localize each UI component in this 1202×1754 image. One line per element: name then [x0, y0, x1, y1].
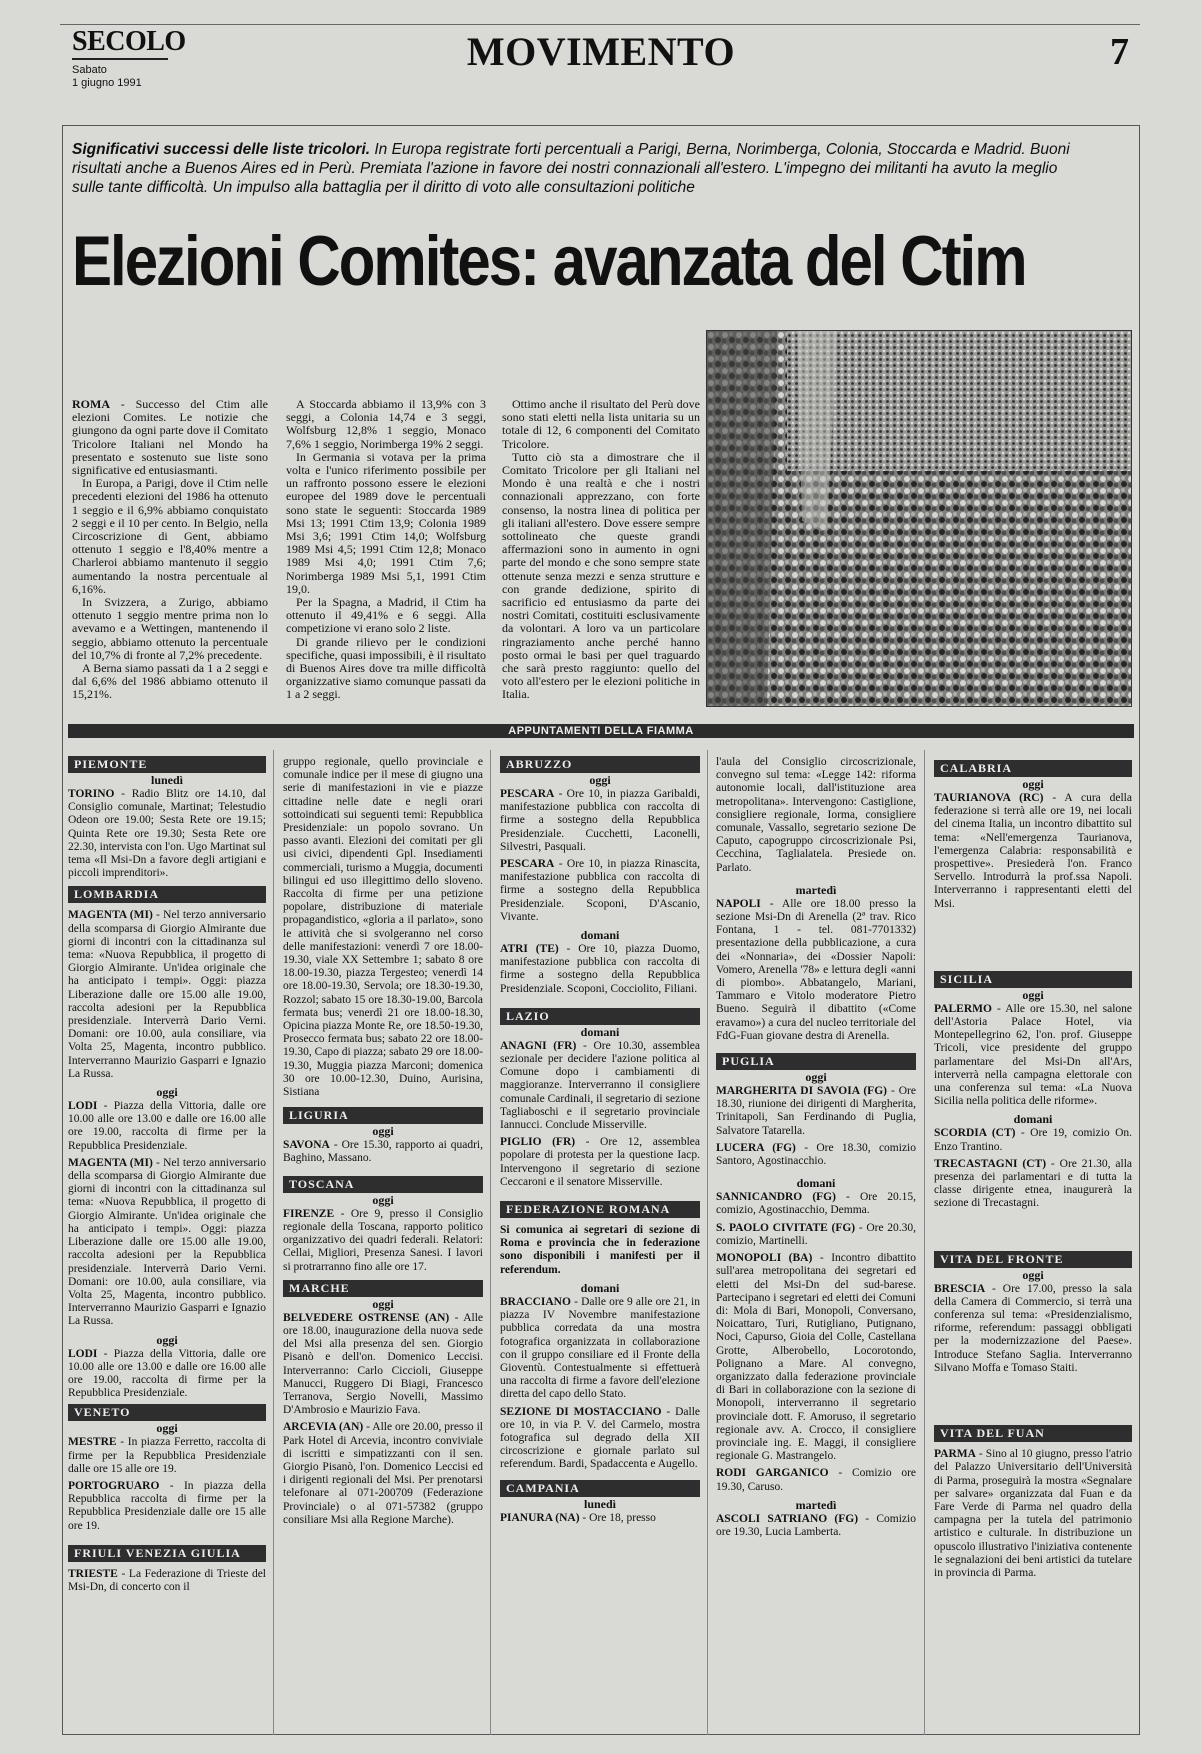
appointments-band: APPUNTAMENTI DELLA FIAMMA: [68, 724, 1134, 738]
region-header-puglia: PUGLIA: [716, 1053, 916, 1070]
day-label: lunedì: [583, 1496, 616, 1511]
events-column-4: [716, 756, 916, 1543]
region-header-toscana: TOSCANA: [283, 1176, 483, 1193]
article-paragraph: In Germania si votava per la prima volta e l'unico riferimento possibile per un raffronto possono essere le elezioni europee del 1989 dove le percentuali sono state le seguenti: Stoccarda 1989 Msi 13; 1991 Ctim 13,9; Colonia 1989 Msi 3,6; 1991 Ctim 14,0; Wolfsburg 1989 Msi 4,5; 1991 Ctim 12,8; Monaco 1989 Msi 4,0; 1991 Ctim 7,6; Norimberga 1989 Msi 5,1, 1991 Ctim 19,0.: [286, 449, 486, 596]
column-divider: [490, 750, 491, 1735]
event-item: MAGENTA (MI) - Nel terzo anniversario della scomparsa di Giorgio Almirante due giorni di incontri con la cittadinanza sul tema: «Nuova Repubblica, il progetto di Giorgio Almirante. Un'idea originale che ha anticipato i tempi». Oggi: piazza Liberazione dalle ore 15.00 alle 19.00, raccolta adesioni per la Repubblica presidenziale. Interverrà Dario Verni. Domani: ore 10.00, aula consiliare, via Volta 25, Magenta, incontro pubblico. Interverranno Maurizio Gasparri e Ignazio La Russa.: [68, 1156, 266, 1328]
event-item: ARCEVIA (AN) - Alle ore 20.00, presso il Park Hotel di Arcevia, incontro conviviale di iscritti e simpatizzanti con il sen. Giorgio Pisanò, l'on. Domenico Leccisi ed i dirigenti regionali del Msi. Per prenotarsi telefonare al 071-200709 (Federazione Provinciale) o al 071-57382 (gruppo consiliare Msi alla Regione Marche).: [283, 1421, 483, 1526]
region-header-lombardia: LOMBARDIA: [68, 886, 266, 903]
event-item: FIRENZE - Ore 9, presso il Consiglio regionale della Toscana, rapporto politico organizzativo dei quadri federali. Relatori: Cellai, Migliori, Presenza Sanesi. I lavori si protrarranno fino alle ore 17.: [283, 1207, 483, 1273]
event-item: ANAGNI (FR) - Ore 10.30, assemblea sezionale per decidere l'azione politica al Comune dopo i cambiamenti di maggioranze. Interverranno il consigliere comunale Cardinali, il segretario di sezione Tagliaboschi e il segretario provinciale Iannucci. Conclude Misserville.: [500, 1039, 700, 1132]
notice-text: Si comunica ai segretari di sezione di Roma e provincia che in federazione sono disponibili i manifesti per il referendum.: [500, 1224, 700, 1276]
event-item: ASCOLI SATRIANO (FG) - Comizio ore 19.30, Lucia Lamberta.: [716, 1512, 916, 1538]
event-item: TORINO - Radio Blitz ore 14.10, dal Consiglio comunale, Martinat; Telestudio Odeon ore 19.00; Sesta Rete ore 19.15; Quinta Rete ore 19.30; Sesta Rete ore 22.30, intervista con l'on. Ugo Martinat sul tema «Il Msi-Dn a favore degli artigiani e piccoli imprenditori».: [68, 788, 266, 880]
day-label: lunedì: [150, 773, 183, 787]
event-item: ATRI (TE) - Ore 10, piazza Duomo, manifestazione pubblica con raccolta di firme a sostegno della Repubblica Presidenziale. Scoponi, Cocciolito, Filiani.: [500, 943, 701, 995]
top-rule: [60, 24, 1140, 25]
events-column-3: [500, 756, 700, 1529]
event-item: PIANURA (NA) - Ore 18, presso: [500, 1511, 656, 1524]
day-label: martedì: [795, 882, 837, 897]
column-divider: [924, 750, 925, 1735]
day-label: domani: [1013, 1112, 1053, 1127]
event-item: MESTRE - In piazza Ferretto, raccolta di firme per la Repubblica Presidenziale dalle ore 15 alle ore 19.: [68, 1436, 266, 1475]
event-item: PESCARA - Ore 10, in piazza Rinascita, manifestazione pubblica con raccolta di firme a sostegno della Repubblica Presidenziale. Scoponi, D'Ascanio, Vivante.: [500, 858, 700, 923]
day-label: oggi: [1022, 987, 1044, 1002]
event-item: BRACCIANO - Dalle ore 9 alle ore 21, in piazza IV Novembre manifestazione pubblica corredata da una mostra fotografica organizzata in collaborazione con il gruppo consiliare ed il Fronte della Gioventù. Contestualmente si effettuerà una raccolta di firme a favore dell'elezione diretta del capo dello Stato.: [500, 1295, 700, 1401]
lead-text: In Europa registrate forti percentuali a Parigi, Berna, Norimberga, Colonia, Stoccarda e Madrid. Buoni risultati anche a Buenos Aires ed in Perù. Premiata l'azione in favore dei nostri connazionali all'estero. L'impegno dei militanti ha avuto la meglio sulle tante difficoltà. Un impulso alla battaglia per il diritto di voto alle consultazioni politiche: [72, 141, 1070, 196]
masthead-logo: SECOLO: [72, 26, 186, 57]
event-item: MARGHERITA DI SAVOIA (FG) - Ore 18.30, riunione dei dirigenti di Margherita, Trinitapoli, San Ferdinando di Puglia, Salvatore Tatarella.: [716, 1085, 916, 1137]
event-item: TRECASTAGNI (CT) - Ore 21.30, alla presenza dei parlamentari e di tutta la classe dirigente etnea, inaugurerà la sezione di Trecastagni.: [934, 1157, 1132, 1210]
section-title: MOVIMENTO: [466, 29, 736, 74]
event-item: SANNICANDRO (FG) - Ore 20.15, comizio, Agostinacchio, Demma.: [716, 1191, 916, 1217]
event-item: MAGENTA (MI) - Nel terzo anniversario della scomparsa di Giorgio Almirante due giorni di incontri con la cittadinanza sul tema: «Nuova Repubblica, il progetto di Giorgio Almirante. Un'idea originale che ha anticipato i tempi». Oggi: piazza Liberazione dalle ore 15.00 alle 19.00, raccolta adesioni per la Repubblica presidenziale. Interverrà Dario Verni. Domani: ore 10.00, aula consiliare, via Volta 25, Magenta, incontro pubblico. Interverranno Maurizio Gasparri e Ignazio La Russa.: [68, 909, 266, 1080]
day-label: oggi: [1022, 1267, 1044, 1282]
article-paragraph: Ottimo anche il risultato del Perù dove sono stati eletti nella lista unitaria su un totale di 12, 6 componenti del Comitato Tricolore.: [502, 397, 700, 451]
event-item: TAURIANOVA (RC) - A cura della federazione si terrà alle ore 19, nei locali del cinema Italia, un incontro dibattito sul tema: «Nell'emergenza Taurianova, l'emergenza Calabria: responsabilità e prospettive». Presiederà l'on. Franco Servello. Introdurrà la prof.ssa Napoli. Interverranno i rappresentanti eletti del Msi.: [934, 792, 1132, 910]
article-paragraph: In Europa, a Parigi, dove il Ctim nelle precedenti elezioni del 1986 ha ottenuto 1 seggio e il 6,9% abbiamo conquistato 2 seggi e il 10 per cento. In Belgio, nella Circoscrizione di Gent, abbiamo ottenuto 1 seggio e l'8,40% mentre a Charleroi abbiamo mantenuto il seggio aumentando la nostra percentuale al 6,16%.: [72, 476, 268, 596]
region-header-friuli: FRIULI VENEZIA GIULIA: [68, 1545, 266, 1562]
event-item: PESCARA - Ore 10, in piazza Garibaldi, manifestazione pubblica con raccolta di firme a sostegno della Repubblica Presidenziale. Cucchetti, Laconelli, Silvestri, Pasquali.: [500, 788, 700, 853]
event-item: SAVONA - Ore 15.30, rapporto ai quadri, Baghino, Massano.: [283, 1139, 483, 1165]
day-label: oggi: [1022, 777, 1044, 791]
article-column-2: [286, 398, 486, 702]
event-item: SCORDIA (CT) - Ore 19, comizio On. Enzo Trantino.: [934, 1127, 1132, 1153]
event-item: gruppo regionale, quello provinciale e comunale indice per il mese di giugno una serie di manifestazioni in vie e piazze cittadine nelle date e negli orari sottoindicati sui seguenti temi: Repubblica Presidenziale: un popolo sovrano. Un passo avanti. Elezioni dei comitati per gli usi civici, dipendenti Gpl. Insediamenti commerciali, turismo a Muggia, documenti bilingui ed uso illegittimo dello sloveno. Raccolta di firme per una petizione popolare, distribuzione di materiale propagandistico, «gloria a il parlato», sono le attività che si svolgeranno nel corso delle manifestazioni: venerdì 7 ore 18.00-19.30, viale XX Settembre 1; sabato 8 ore 18.00-19.30, piazza Tergesteo; venerdì 14 ore 18.00-19.30, Servola; ore 18.30-19.30, Rozzol; sabato 15 ore 18.30-19.00, Barcola fermata bus; venerdì 21 ore 18.00-18.30, Opicina piazza Monte Re, ore 18.50-19.30, Prosecco fermata bus; sabato 22 ore 18.00-19.30, Capo di piazza; sabato 29 ore 18.00-19.30, Muggia piazza Marconi; domenica 30 ore 10.00-12.30, Duino, Aurisina, Sistiana: [283, 756, 483, 1099]
article-paragraph: Tutto ciò sta a dimostrare che il Comitato Tricolore per gli Italiani nel Mondo è una realtà e che i nostri connazionali apprezzano, con forte consenso, la nostra linea di politica per gli italiani all'estero. Dove essere sempre sottolineato che queste grandi affermazioni sono in aumento in ogni parte del mondo e che sono sempre state ottenute senza mezzi e senza strutture e con grande dedizione, spirito di sacrificio ed entusiasmo da parte dei nostri Comitati, costituiti esclusivamente da volontari. A loro va un particolare ringraziamento anche perché hanno posto ormai le basi per quel traguardo che sarà presto raggiunto: quello del voto all'estero per le elezioni politiche in Italia.: [502, 449, 700, 702]
day-label: oggi: [156, 1421, 178, 1436]
region-header-veneto: VENETO: [68, 1404, 266, 1421]
article-paragraph: In Svizzera, a Zurigo, abbiamo ottenuto 1 seggio mentre prima non lo avevamo e a Wettingen, mantenendo il seggio, abbiamo ottenuto la percentuale del 10,7% di fronte al 7,2% precedente.: [72, 595, 268, 662]
day-label: domani: [580, 1280, 620, 1295]
region-header-liguria: LIGURIA: [283, 1107, 483, 1124]
region-header-sicilia: SICILIA: [934, 971, 1132, 988]
article-paragraph: ROMA - Successo del Ctim alle elezioni Comites. Le notizie che giungono da ogni parte dove il Comitato Tricolore Italiani nel Mondo ha presentato e sostenuto sue liste sono significative ed entusiasmanti.: [72, 397, 268, 478]
event-item: PORTOGRUARO - In piazza della Repubblica raccolta di firme per la Repubblica Presidenziale dalle ore 15 alle ore 19.: [68, 1479, 266, 1532]
day-label: oggi: [156, 1085, 178, 1100]
article-column-3: [502, 398, 700, 702]
region-header-vita-del-fronte: VITA DEL FRONTE: [934, 1251, 1132, 1268]
event-item: TRIESTE - La Federazione di Trieste del Msi-Dn, di concerto con il: [68, 1567, 266, 1593]
event-item: PARMA - Sino al 10 giugno, presso l'atrio del Palazzo Universitario dell'Università di Parma, proseguirà la mostra «Segnalare per salvare» organizzata dal Fuan e da Fare Verde di Parma nel quadro della campagna per la tutela del patrimonio artistico e culturale. In distribuzione un opuscolo illustrativo l'iniziativa contenente le segnalazioni dei beni artistici da tutelare in provincia di Parma.: [934, 1448, 1132, 1579]
event-item: BELVEDERE OSTRENSE (AN) - Alle ore 18.00, inaugurazione della nuova sede del Msi alla presenza del sen. Giorgio Pisanò e dell'on. Domenico Leccisi. Interverranno: Carlo Ciccioli, Giuseppe Manucci, Ruggero Di Biagi, Francesco Terranova, Sergio Novelli, Massimo D'Ambrosio e Maurizio Fava.: [283, 1311, 484, 1417]
event-item: l'aula del Consiglio circoscrizionale, convegno sul tema: «Legge 142: riforma autonomie locali, dall'istituzione area metropolitana». Intervengono: Castiglione, consigliere regionale, Iorma, consigliere comunale, Vassallo, segretario sezione De Caputo, capogruppo circoscrizionale Psi, Cecchina, Taglialatela. Presiede on. Parlato.: [716, 756, 916, 874]
column-divider: [273, 750, 274, 1735]
day-label: oggi: [372, 1124, 394, 1139]
crowd-photo: [706, 330, 1132, 707]
day-label: oggi: [805, 1070, 827, 1085]
column-divider: [707, 750, 708, 1735]
day-label: oggi: [156, 1332, 178, 1347]
day-label: domani: [796, 1176, 836, 1191]
article-column-1: [72, 398, 268, 702]
page-number: 7: [1110, 31, 1129, 73]
day-label: domani: [580, 1024, 620, 1039]
event-item: BRESCIA - Ore 17.00, presso la sala della Camera di Commercio, si terrà una conferenza sul tema: «Presidenzialismo, riforme, referendum: passaggi obbligati per la modernizzazione del Paese». Introduce Stefano Saglia. Interverranno Silvano Moffa e Tomaso Staiti.: [934, 1282, 1132, 1374]
article-lead: [72, 140, 1072, 197]
events-column-5: [934, 760, 1132, 1584]
day-label: oggi: [589, 773, 611, 787]
event-item: S. PAOLO CIVITATE (FG) - Ore 20.30, comizio, Martinelli.: [716, 1221, 916, 1247]
event-item: SEZIONE DI MOSTACCIANO - Dalle ore 10, in via P. V. del Carmelo, mostra fotografica sul degrado della XII circoscrizione e giornale parlato sul referendum. Bardi, Spadaccenta e Augello.: [500, 1405, 701, 1471]
events-column-1: [68, 756, 266, 1598]
region-header-campania: CAMPANIA: [500, 1480, 700, 1497]
article-paragraph: A Berna siamo passati da 1 a 2 seggi e dal 6,6% del 1986 abbiamo ottenuto il 15,21%.: [72, 661, 268, 702]
article-paragraph: A Stoccarda abbiamo il 13,9% con 3 seggi, a Colonia 14,74 e 3 seggi, Wolfsburg 12,8% 1 seggio, Monaco 7,6% 1 seggio, Norimberga 19% 2 seggi.: [286, 397, 486, 451]
day-label: domani: [580, 928, 620, 943]
region-header-lazio: LAZIO: [500, 1008, 700, 1025]
event-item: MONOPOLI (BA) - Incontro dibattito sull'area metropolitana dei segretari ed eletti del Msi-Dn del sud-barese. Partecipano i segretari ed eletti dei Comuni di: Mola di Bari, Monopoli, Conversano, Noicattaro, Turi, Rutigliano, Putignano, Noci, Capurso, Gioia del Colle, Castellana Grotte, Alberobello, Locorotondo, Polignano a Mare. Al convegno, organizzato dalla federazione provinciale di Bari in collaborazione con la sezione di Monopoli, interverranno il segretario provinciale dott. F. Amoruso, il segretario regionale avv. A. Crocco, il consigliere provinciale ing. E. Maggi, il consigliere regionale G. Mastrangelo.: [716, 1252, 916, 1463]
region-header-federazione-romana: FEDERAZIONE ROMANA: [500, 1201, 700, 1218]
dateline: ROMA: [72, 397, 110, 411]
headline: Elezioni Comites: avanzata del Ctim: [72, 221, 1026, 301]
region-header-vita-del-fuan: VITA DEL FUAN: [934, 1425, 1132, 1442]
region-header-calabria: CALABRIA: [934, 760, 1132, 777]
event-item: LODI - Piazza della Vittoria, dalle ore 10.00 alle ore 13.00 e dalle ore 16.00 alle ore 19.00, raccolta di firme per la Repubblica Presidenziale.: [68, 1100, 266, 1152]
day-label: oggi: [372, 1296, 394, 1311]
event-item: PALERMO - Alle ore 15.30, nel salone dell'Astoria Palace Hotel, via Montepellegrino 62, l'on. prof. Giuseppe Tricoli, vice presidente del gruppo parlamentare del Msi-Dn all'Ars, interverrà nella campagna elettorale con una conferenza sul tema: «La Nuova Sicilia nella politica delle riforme».: [934, 1002, 1132, 1108]
region-header-marche: MARCHE: [283, 1280, 483, 1297]
event-item: NAPOLI - Alle ore 18.00 presso la sezione Msi-Dn di Arenella (2ª trav. Rico Fontana, 1 - tel. 081-7701332) presentazione della pubblicazione, a cura dei «Nonnaria», dei «Dossier Napoli: Vomero, Arenella '78» e lettura degli «anni di piombo». Abbatangelo, Mariani, Tammaro e Vitolo moderatore Pietro Bueno. Seguirà il dibattito («Come eravamo») a cura del nucleo territoriale del FdG-Fuan giovane destra di Arenella.: [716, 897, 916, 1042]
event-item: LODI - Piazza della Vittoria, dalle ore 10.00 alle ore 13.00 e dalle ore 16.00 alle ore 19.00, raccolta di firme per la Repubblica Presidenziale.: [68, 1347, 266, 1400]
day-label: martedì: [795, 1497, 837, 1512]
date-day: 1 giugno 1991: [72, 77, 142, 89]
date-weekday: Sabato: [72, 64, 107, 76]
event-item: PIGLIO (FR) - Ore 12, assemblea popolare di protesta per la questione Iacp. Intervengono il segretario di sezione Ceccaroni e il senatore Misserville.: [500, 1136, 700, 1188]
crowd-photo-image: [707, 331, 1132, 707]
article-paragraph: Per la Spagna, a Madrid, il Ctim ha ottenuto il 49,41% e 6 seggi. Alla competizione vi erano solo 2 liste.: [286, 595, 486, 636]
article-paragraph: Di grande rilievo per le condizioni specifiche, quasi impossibili, è il risultato di Buenos Aires dove tra mille difficoltà organizzative siamo comunque passati da 1 a 2 seggi.: [286, 634, 486, 702]
day-label: oggi: [372, 1192, 394, 1207]
region-header-piemonte: PIEMONTE: [68, 756, 266, 773]
event-item: RODI GARGANICO - Comizio ore 19.30, Caruso.: [716, 1467, 916, 1493]
events-column-2: [283, 756, 483, 1531]
event-item: LUCERA (FG) - Ore 18.30, comizio Santoro, Agostinacchio.: [716, 1141, 916, 1168]
lead-bold: Significativi successi delle liste tricolori.: [72, 141, 371, 158]
region-header-abruzzo: ABRUZZO: [500, 756, 700, 773]
